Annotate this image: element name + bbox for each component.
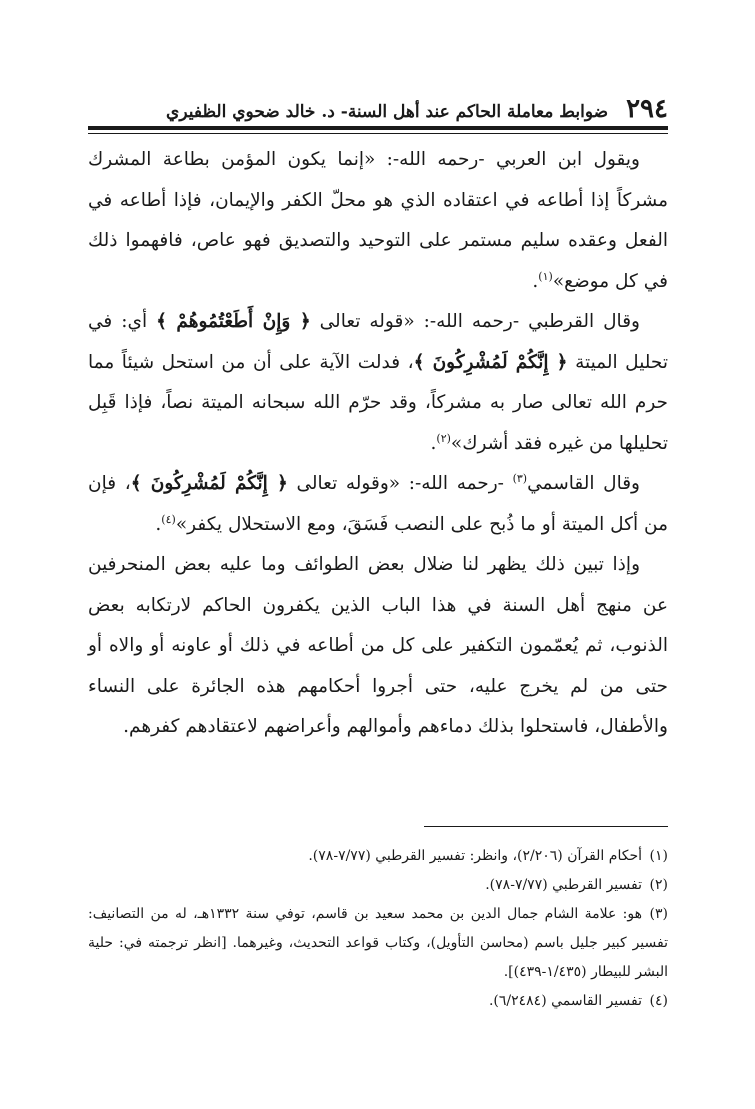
- footnote-2: [88, 871, 668, 900]
- paragraph-text: ، فدلت الآية على أن من استحل شيئاً مما حرم الله تعالى صار به مشركاً، وقد حرّم الله سبحانه الميتة نصاً، فإذا قَبِل تحليلها من غيره فقد أشرك»: [88, 351, 668, 454]
- footnote-ref-1[interactable]: (١): [538, 269, 553, 283]
- paragraph-ibn-alarabi: [88, 140, 668, 302]
- paragraph-end: .: [430, 432, 437, 454]
- running-title: ضوابط معاملة الحاكم عند أهل السنة- د. خالد ضحوي الظفيري: [166, 101, 609, 122]
- main-text: [88, 140, 668, 748]
- footnote-4: [88, 987, 668, 1016]
- paragraph-end: .: [155, 513, 162, 535]
- quran-verse: ﴿ إِنَّكُمْ لَمُشْرِكُونَ ﴾: [130, 473, 288, 494]
- footnote-marker: (٣): [649, 906, 668, 922]
- paragraph-text: وقال القاسمي: [527, 473, 640, 494]
- footnote-marker: (٢): [649, 877, 668, 893]
- footnote-text: تفسير القاسمي (٦/٢٤٨٤).: [488, 993, 642, 1009]
- footnote-ref-2[interactable]: (٢): [436, 431, 451, 445]
- footnote-1: [88, 842, 668, 871]
- footnote-text: هو: علامة الشام جمال الدين بن محمد سعيد بن قاسم، توفي سنة ١٣٣٢هـ، له من التصانيف: تفسير كبير جليل باسم (محاسن التأويل)، وكتاب قواعد التحديث، وغيرهما. [انظر ترجمته في: حلية البشر للبيطار (١/٤٣٥-٤٣٩)].: [88, 906, 668, 980]
- paragraph-text: أي: في تحليل الميتة: [88, 311, 668, 373]
- quran-verse: ﴿ إِنَّكُمْ لَمُشْرِكُونَ ﴾: [413, 351, 568, 373]
- paragraph-end: .: [532, 270, 539, 292]
- paragraph-qasimi: [88, 464, 668, 545]
- paragraph-text: ، فإن من أكل الميتة أو ما ذُبح على النصب فَسَقَ، ومع الاستحلال يكفر»: [88, 473, 668, 535]
- paragraph-qurtubi: [88, 302, 668, 464]
- page-number: ٢٩٤: [626, 94, 668, 124]
- footnote-marker: (١): [649, 848, 668, 864]
- header-rule-thick: [88, 126, 668, 130]
- paragraph-text: ويقول ابن العربي -رحمه الله-: «إنما يكون المؤمن بطاعة المشرك مشركاً إذا أطاعه في اعتقاده الذي هو محلّ الكفر والإيمان، فإذا أطاعه في الفعل وعقده سليم مستمر على التوحيد والتصديق فهو عاص، فافهموا ذلك في كل موضع»: [88, 149, 668, 292]
- footnote-ref-4[interactable]: (٤): [161, 512, 176, 526]
- footnote-marker: (٤): [649, 993, 668, 1009]
- footnote-3: [88, 900, 668, 987]
- paragraph-text: وقال القرطبي -رحمه الله-: «قوله تعالى: [319, 311, 640, 332]
- paragraph-conclusion: وإذا تبين ذلك يظهر لنا ضلال بعض الطوائف وما عليه بعض المنحرفين عن منهج أهل السنة في هذا الباب الذين يكفرون الحاكم لارتكابه بعض الذنوب، ثم يُعمّمون التكفير على كل من أطاعه في ذلك أو عاونه أو والاه أو حتى من لم يخرج عليه، حتى أجروا أحكامهم هذه الجائرة على النساء والأطفال، فاستحلوا بذلك دماءهم وأموالهم وأعراضهم لاعتقادهم كفرهم.: [88, 554, 668, 737]
- footnote-text: أحكام القرآن (٢/٢٠٦)، وانظر: تفسير القرطبي (٧/٧٧-٧٨).: [308, 848, 642, 864]
- page-header: [88, 88, 668, 122]
- footnote-ref-3[interactable]: (٣): [512, 471, 528, 485]
- footnotes: [88, 842, 668, 1016]
- footnote-separator: [424, 826, 668, 827]
- header-rule-thin: [88, 133, 668, 134]
- paragraph-text: -رحمه الله-: «وقوله تعالى: [287, 473, 513, 494]
- footnote-text: تفسير القرطبي (٧/٧٧-٧٨).: [485, 877, 642, 893]
- quran-verse: ﴿ وَإِنْ أَطَعْتُمُوهُمْ ﴾: [156, 311, 311, 332]
